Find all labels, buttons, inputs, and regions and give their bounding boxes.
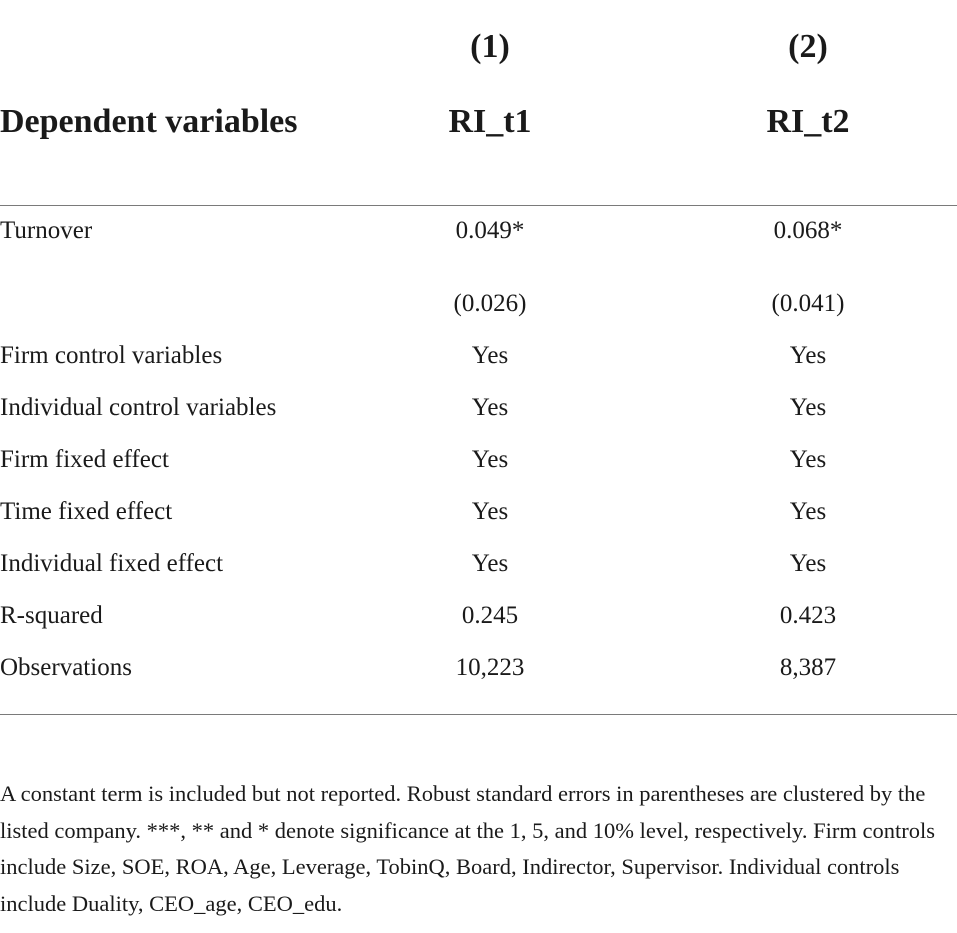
row-label: Firm control variables <box>0 342 223 369</box>
cell-col2: Yes <box>789 550 827 577</box>
cell-col1: 0.049* <box>455 217 525 244</box>
cell-col1: (0.026) <box>453 290 527 317</box>
table-row <box>0 211 957 251</box>
header-rule <box>0 205 957 206</box>
cell-col2: 8,387 <box>779 654 837 681</box>
row-label: Individual fixed effect <box>0 550 224 577</box>
row-label: R-squared <box>0 602 103 629</box>
row-label: Individual control variables <box>0 394 277 421</box>
cell-col2: Yes <box>789 342 827 369</box>
cell-col1: Yes <box>471 550 509 577</box>
cell-col1: Yes <box>471 342 509 369</box>
table-row <box>0 388 957 428</box>
dependent-variables-header: Dependent variables <box>0 103 298 140</box>
table-row <box>0 648 957 688</box>
cell-col1: Yes <box>471 394 509 421</box>
row-label: Firm fixed effect <box>0 446 169 473</box>
row-label: Turnover <box>0 217 93 244</box>
header-ri-t2: RI_t2 <box>766 103 850 140</box>
cell-col2: Yes <box>789 446 827 473</box>
cell-col1: 10,223 <box>455 654 525 681</box>
table-row <box>0 284 957 324</box>
table-note: A constant term is included but not reported. Robust standard errors in parentheses are clustered by the listed company. ***, ** and * denote significance at the 1, 5, and 10% level, respectively. Firm controls include Size, SOE, ROA, Age, Leverage, TobinQ, Board, Indirector, Supervisor. Individual controls include Duality, CEO_age, CEO_edu. <box>0 781 935 916</box>
table-row <box>0 596 957 636</box>
cell-col1: Yes <box>471 498 509 525</box>
cell-col2: Yes <box>789 498 827 525</box>
column-number-1: (1) <box>470 28 510 65</box>
table-row <box>0 336 957 376</box>
cell-col2: 0.423 <box>779 602 837 629</box>
cell-col2: Yes <box>789 394 827 421</box>
cell-col1: Yes <box>471 446 509 473</box>
header-ri-t1: RI_t1 <box>448 103 532 140</box>
bottom-rule <box>0 714 957 715</box>
table-row <box>0 544 957 584</box>
row-label: Observations <box>0 654 132 681</box>
table-row <box>0 440 957 480</box>
table-header-row <box>0 101 957 193</box>
column-number-row <box>0 22 957 72</box>
cell-col2: 0.068* <box>773 217 843 244</box>
cell-col2: (0.041) <box>771 290 845 317</box>
column-number-2: (2) <box>788 28 828 65</box>
row-label: Time fixed effect <box>0 498 173 525</box>
table-row <box>0 492 957 532</box>
cell-col1: 0.245 <box>461 602 519 629</box>
